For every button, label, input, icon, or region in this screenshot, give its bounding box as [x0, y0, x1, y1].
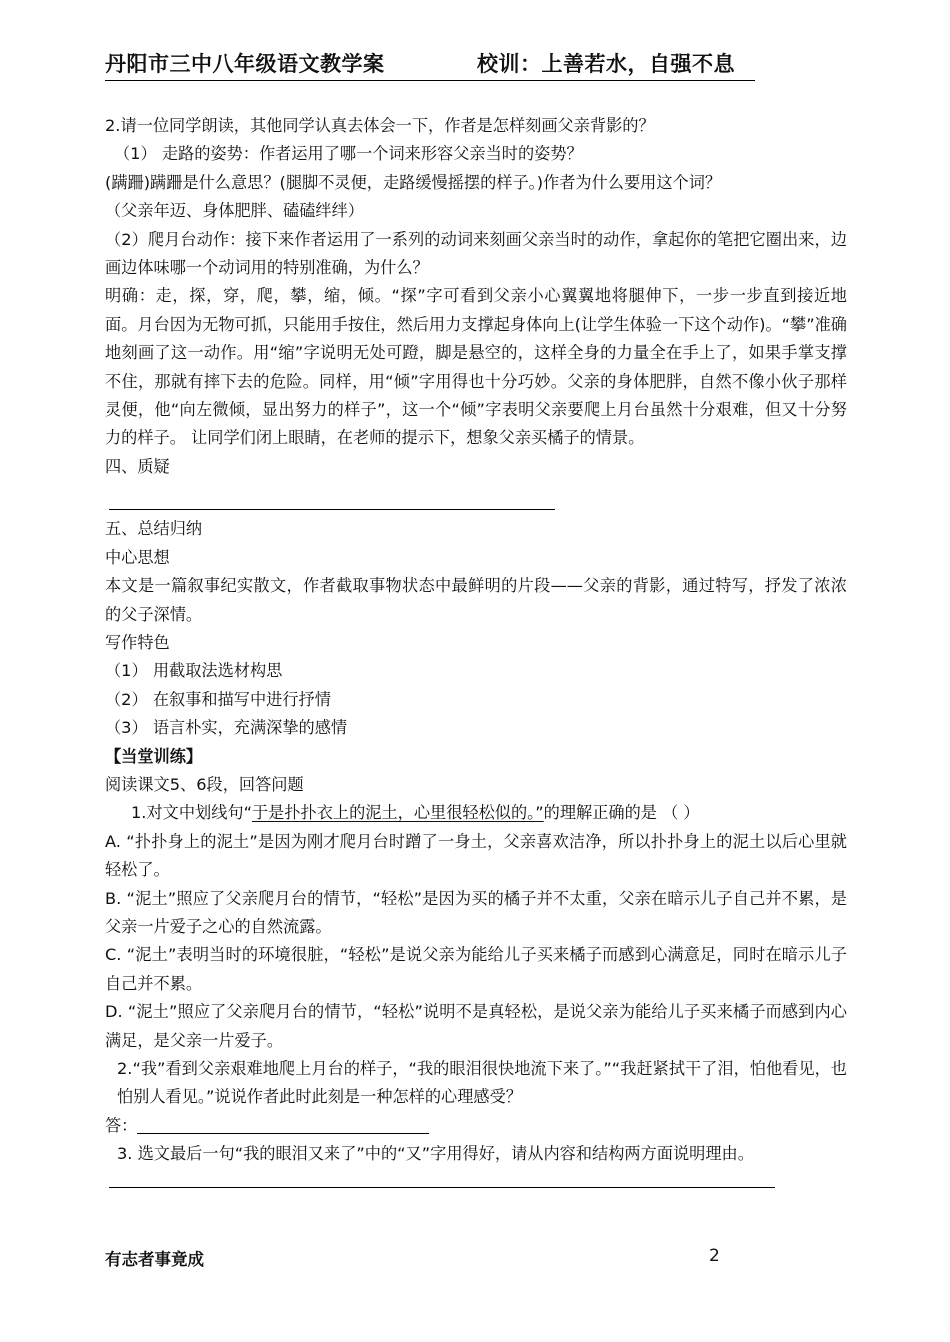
question-2-intro: 2.请一位同学朗读，其他同学认真去体会一下，作者是怎样刻画父亲背影的？ [105, 116, 655, 135]
exercise-1-prefix: 1.对文中划线句“ [131, 803, 252, 823]
exercise-3-blank-line [105, 1169, 847, 1195]
writing-feature-1: （1） 用截取法选材构思 [105, 661, 283, 681]
option-d: D. “泥土”照应了父亲爬月台的情节，“轻松”说明不是真轻松，是说父亲为能给儿子买来橘子而感到内心满足，是父亲一片爱子。 [105, 1002, 847, 1050]
exercise-2-answer [105, 1112, 847, 1140]
exercise-1 [105, 799, 847, 827]
exercise-1-suffix: 的理解正确的是 （ ） [543, 803, 700, 823]
main-content [105, 112, 847, 1195]
practice-title: 【当堂训练】 [105, 746, 203, 766]
exercise-2: 2.“我”看到父亲艰难地爬上月台的样子，“我的眼泪很快地流下来了。”“我赶紧拭干了泪，怕他看见，也怕别人看见。”说说作者此时此刻是一种怎样的心理感受？ [117, 1059, 847, 1107]
question-2-part-1: （1） 走路的姿势：作者运用了哪一个词来形容父亲当时的姿势？ [114, 144, 583, 164]
question-2-part-2: （2）爬月台动作：接下来作者运用了一系列的动词来刻画父亲当时的动作，拿起你的笔把它圈出来，边画边体味哪一个动词用的特别准确，为什么？ [105, 229, 847, 278]
question-2-part-2-answer: 明确：走，探，穿，爬，攀，缩，倾。“探”字可看到父亲小心翼翼地将腿伸下，一步一步直到接近地面。月台因为无物可抓，只能用手按住，然后用力支撑起身体向上(让学生体验一下这个动作)。“攀”准确地刻画了这一动作。用“缩”字说明无处可蹬，脚是悬空的，这样全身的力量全在手上了，如果手掌支撑不住，那就有摔下去的危险。同样，用“倾”字用得也十分巧妙。父亲的身体肥胖，自然不像小伙子那样灵便，他“向左微倾，显出努力的样子”，这一个“倾”字表明父亲要爬上月台虽然十分艰难，但又十分努力的样子。 让同学们闭上眼睛，在老师的提示下，想象父亲买橘子的情景。 [105, 286, 847, 448]
writing-feature-2: （2） 在叙事和描写中进行抒情 [105, 689, 331, 709]
option-a: A. “扑扑身上的泥土”是因为刚才爬月台时蹭了一身土，父亲喜欢洁净，所以扑扑身上的泥土以后心里就轻松了。 [105, 831, 847, 880]
answer-label: 答： [105, 1115, 138, 1135]
option-b: B. “泥土”照应了父亲爬月台的情节，“轻松”是因为买的橘子并不太重，父亲在暗示儿子自己并不累，是父亲一片爱子之心的自然流露。 [105, 888, 847, 936]
practice-intro: 阅读课文5、6段，回答问题 [105, 774, 304, 794]
writing-feature-3: （3） 语言朴实，充满深挚的感情 [105, 718, 348, 738]
central-idea-title: 中心思想 [105, 547, 170, 567]
page-number: 2 [709, 1246, 720, 1266]
section-4-heading: 四、质疑 [105, 456, 170, 476]
question-2-part-1-detail: (蹒跚)蹒跚是什么意思？(腿脚不灵便，走路缓慢摇摆的样子。)作者为什么要用这个词？ [105, 172, 722, 192]
page-footer [105, 1246, 755, 1270]
school-motto: 校训：上善若水，自强不息 [477, 52, 735, 76]
exercise-1-underlined-sentence: 于是扑扑衣上的泥土，心里很轻松似的。” [251, 803, 544, 823]
question-blank-line [105, 481, 847, 515]
school-title: 丹阳市三中八年级语文教学案 [105, 52, 385, 76]
exercise-3: 3. 选文最后一句“我的眼泪又来了”中的“又”字用得好，请从内容和结构两方面说明理由。 [117, 1144, 754, 1164]
writing-features-title: 写作特色 [105, 632, 170, 652]
footer-saying: 有志者事竟成 [105, 1250, 204, 1269]
option-c: C. “泥土”表明当时的环境很脏，“轻松”是说父亲为能给儿子买来橘子而感到心满意足，同时在暗示儿子自己并不累。 [105, 945, 847, 993]
central-idea-text: 本文是一篇叙事纪实散文，作者截取事物状态中最鲜明的片段——父亲的背影，通过特写，抒发了浓浓的父子深情。 [105, 576, 847, 624]
answer-blank [137, 1115, 429, 1134]
section-5-heading: 五、总结归纳 [105, 519, 203, 539]
question-2-part-1-answer: （父亲年迈、身体肥胖、磕磕绊绊） [105, 201, 364, 221]
page-header [105, 46, 755, 81]
